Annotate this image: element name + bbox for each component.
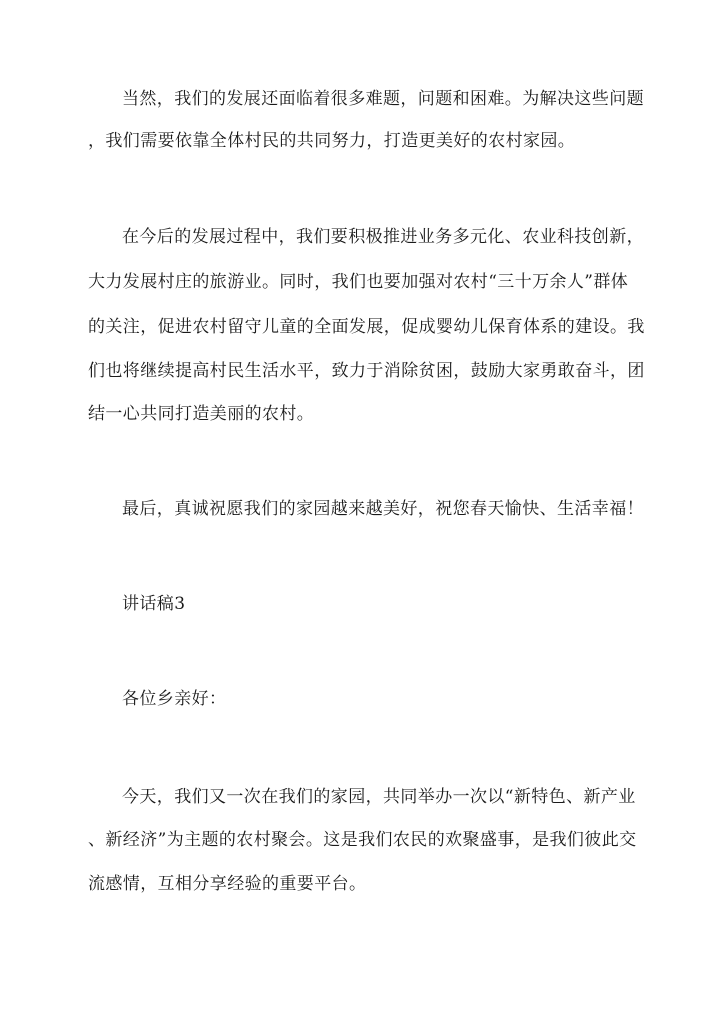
paragraph-1-line-2: ，我们需要依靠全体村民的共同努力，打造更美好的农村家园。 [88, 131, 576, 151]
paragraph-2-line-4: 们也将继续提高村民生活水平，致力于消除贫困，鼓励大家勇敢奋斗，团 [88, 361, 645, 381]
paragraph-1-line-1: 当然，我们的发展还面临着很多难题，问题和困难。为解决这些问题 [122, 89, 644, 109]
paragraph-2-line-5: 结一心共同打造美丽的农村。 [88, 404, 315, 424]
paragraph-2-line-1: 在今后的发展过程中，我们要积极推进业务多元化、农业科技创新， [122, 227, 644, 247]
paragraph-2-line-3: 的关注，促进农村留守儿童的全面发展，促成婴幼儿保育体系的建设。我 [88, 317, 645, 337]
paragraph-6-line-1: 今天，我们又一次在我们的家园，共同举办一次以“新特色、新产业 [122, 787, 636, 807]
paragraph-2-line-2: 大力发展村庄的旅游业。同时，我们也要加强对农村“三十万余人”群体 [88, 272, 629, 292]
paragraph-6-line-2: 、新经济”为主题的农村聚会。这是我们农民的欢聚盛事，是我们彼此交 [88, 830, 637, 850]
paragraph-3-line-1: 最后，真诚祝愿我们的家园越来越美好，祝您春天愉快、生活幸福！ [122, 499, 644, 519]
greeting-line: 各位乡亲好： [122, 689, 227, 709]
section-heading: 讲话稿3 [122, 594, 186, 614]
paragraph-6-line-3: 流感情，互相分享经验的重要平台。 [88, 874, 367, 894]
